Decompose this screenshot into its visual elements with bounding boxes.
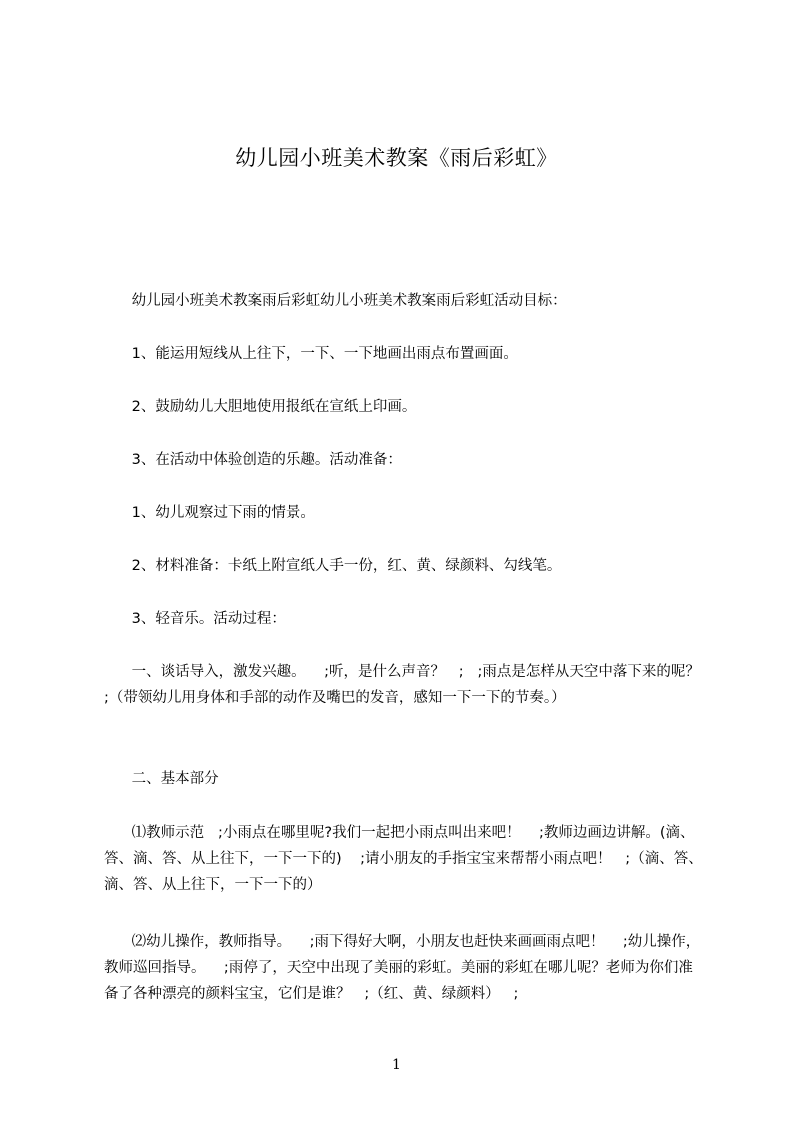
paragraph-preparation-2: 2、材料准备：卡纸上附宣纸人手一份，红、黄、绿颜料、勾线笔。 bbox=[104, 558, 562, 574]
page-number: 1 bbox=[392, 1057, 401, 1073]
document-title: 幼儿园小班美术教案《雨后彩虹》 bbox=[235, 146, 558, 170]
paragraph-objective-3: 3、在活动中体验创造的乐趣。活动准备： bbox=[104, 452, 402, 468]
paragraph-intro-objectives: 幼儿园小班美术教案雨后彩虹幼儿小班美术教案雨后彩虹活动目标： bbox=[104, 293, 567, 309]
paragraph-step-1-introduction: 一、谈话导入，激发兴趣。 ;听，是什么声音？ ; ;雨点是怎样从天空中落下来的呢？ ;（带领幼儿用身体和手部的动作及嘴巴的发音，感知一下一下的节奏。） bbox=[104, 664, 719, 706]
paragraph-preparation-3: 3、轻音乐。活动过程： bbox=[104, 611, 286, 627]
paragraph-child-practice: ⑵幼儿操作，教师指导。 ;雨下得好大啊，小朋友也赶快来画画雨点吧！ ;幼儿操作，教师巡回指导。 ;雨停了，天空中出现了美丽的彩虹。美丽的彩虹在哪儿呢？老师为你们准备了各种漂亮的颜料宝宝，它们是谁？ ;（红、黄、绿颜料） ; bbox=[104, 934, 701, 1002]
paragraph-objective-1: 1、能运用短线从上往下，一下、一下地画出雨点布置画面。 bbox=[104, 346, 518, 362]
paragraph-teacher-demo: ⑴教师示范 ;小雨点在哪里呢?我们一起把小雨点叫出来吧！ ;教师边画边讲解。(滴、答、滴、答、从上往下，一下一下的) ;请小朋友的手指宝宝来帮帮小雨点吧！ ;（滴、答、滴、答、从上往下，一下一下的） bbox=[104, 825, 703, 893]
paragraph-step-2-heading: 二、基本部分 bbox=[104, 771, 219, 787]
paragraph-preparation-1: 1、幼儿观察过下雨的情景。 bbox=[104, 505, 315, 521]
paragraph-objective-2: 2、鼓励幼儿大胆地使用报纸在宣纸上印画。 bbox=[104, 399, 417, 415]
